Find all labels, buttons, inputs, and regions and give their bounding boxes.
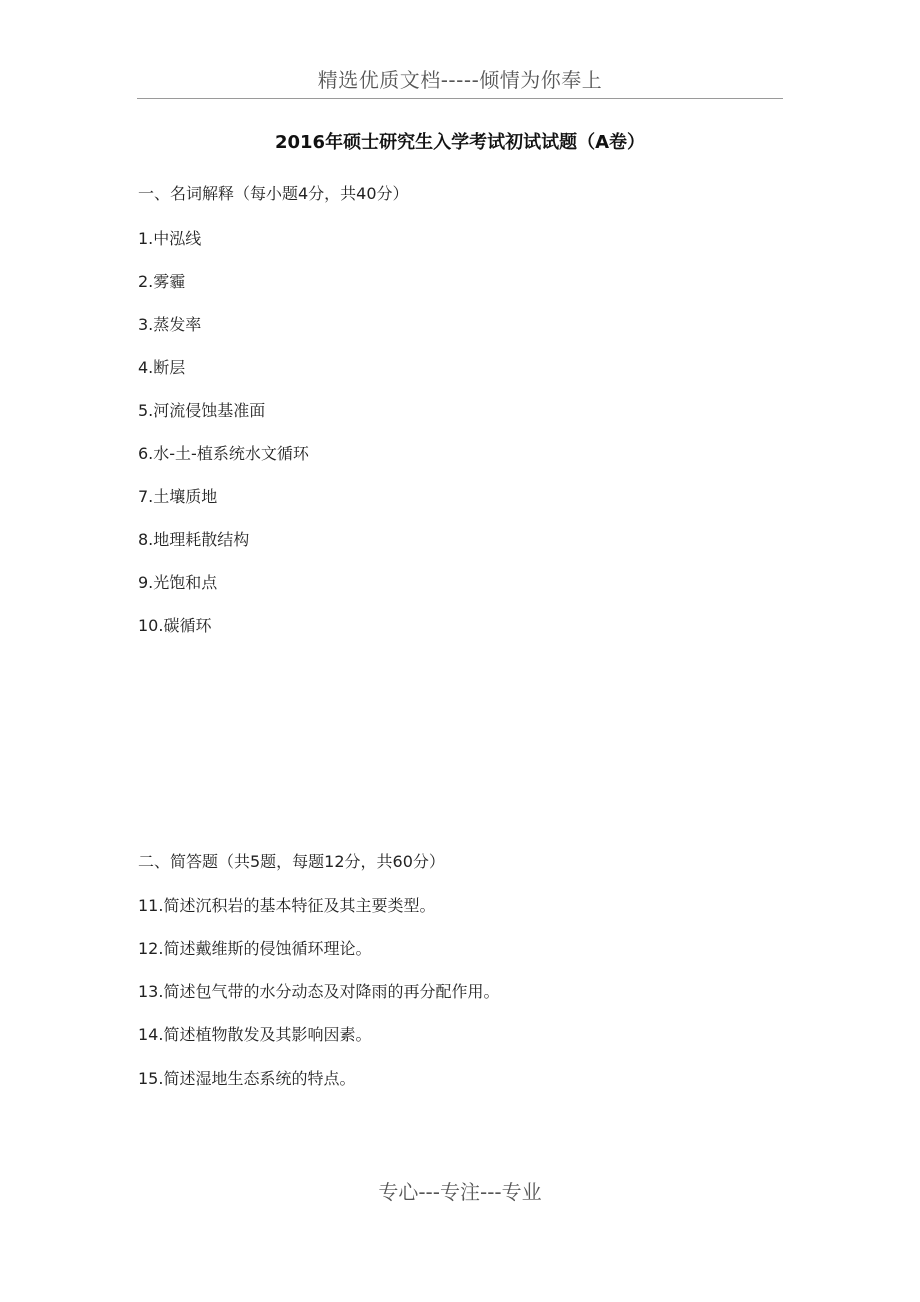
term-item: 1.中泓线	[138, 229, 202, 248]
term-item: 7.土壤质地	[138, 487, 218, 506]
term-item: 8.地理耗散结构	[138, 530, 250, 549]
question-item: 13.简述包气带的水分动态及对降雨的再分配作用。	[138, 982, 500, 1001]
term-item: 3.蒸发率	[138, 315, 202, 334]
document-title: 2016年硕士研究生入学考试初试试题（A卷）	[274, 132, 646, 153]
section-heading-short-answer: 二、简答题（共5题，每题12分，共60分）	[138, 852, 445, 871]
page-header: 精选优质文档-----倾情为你奉上	[317, 68, 603, 92]
question-item: 11.简述沉积岩的基本特征及其主要类型。	[138, 896, 436, 915]
section-heading-terms: 一、名词解释（每小题4分，共40分）	[138, 184, 409, 203]
term-item: 9.光饱和点	[138, 573, 218, 592]
question-item: 15.简述湿地生态系统的特点。	[138, 1069, 356, 1088]
page-footer: 专心---专注---专业	[378, 1180, 542, 1204]
question-item: 12.简述戴维斯的侵蚀循环理论。	[138, 939, 372, 958]
term-item: 10.碳循环	[138, 616, 212, 635]
question-item: 14.简述植物散发及其影响因素。	[138, 1025, 372, 1044]
header-divider	[137, 98, 783, 99]
term-item: 2.雾霾	[138, 272, 186, 291]
term-item: 4.断层	[138, 358, 186, 377]
term-item: 5.河流侵蚀基准面	[138, 401, 266, 420]
term-item: 6.水-土-植系统水文循环	[138, 444, 309, 463]
